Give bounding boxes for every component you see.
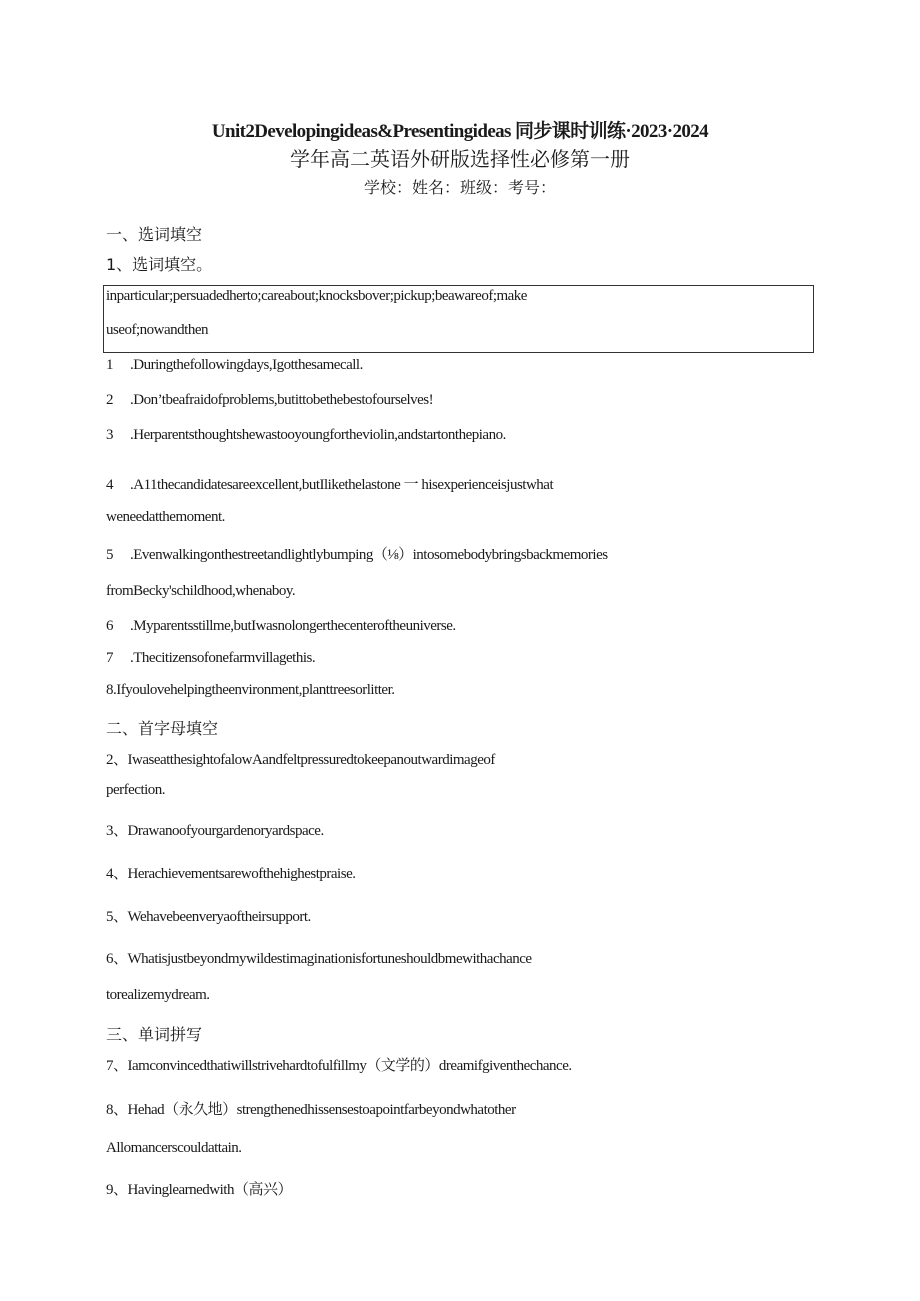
item-number: 3 xyxy=(106,427,113,443)
question-item: 6、Whatisjustbeyondmywildestimaginationisfortuneshouldbmewithachance xyxy=(106,951,532,967)
question-item xyxy=(106,650,315,667)
document-title-line1: Unit2Developingideas&Presentingideas 同步课时训练·2023·2024 xyxy=(211,121,709,142)
item-number: 1 xyxy=(106,357,113,373)
item-text: .A11thecandidatesareexcellent,butIlikethelastone 一 hisexperienceisjustwhat xyxy=(130,477,554,493)
word-bank-line: inparticular;persuadedherto;careabout;knocksbover;pickup;beawareof;make xyxy=(106,288,527,304)
item-number: 4 xyxy=(106,477,113,493)
question-item xyxy=(106,357,363,374)
question-item: 3、Drawanoofyourgardenoryardspace. xyxy=(106,823,324,839)
item-text: .Evenwalkingonthestreetandlightlybumping（⅛）intosomebodybringsbackmemories xyxy=(130,547,608,563)
section-heading-3: 三、单词拼写 xyxy=(106,1025,203,1044)
section-heading-1: 一、选词填空 xyxy=(106,225,203,244)
question-instruction: 1、选词填空。 xyxy=(106,255,213,274)
word-bank-line: useof;nowandthen xyxy=(106,322,208,338)
document-title-line2: 学年高二英语外研版选择性必修第一册 xyxy=(290,149,630,171)
item-number: 6 xyxy=(106,618,113,634)
student-info-line: 学校：姓名：班级：考号： xyxy=(363,180,556,197)
question-item: 4、Herachievementsarewofthehighestpraise. xyxy=(106,866,356,882)
question-item: 7、Iamconvincedthatiwillstrivehardtofulfillmy（文学的）dreamifgiventhechance. xyxy=(106,1058,572,1074)
question-item xyxy=(106,473,553,494)
item-continuation: Allomancerscouldattain. xyxy=(106,1140,242,1156)
item-continuation: perfection. xyxy=(106,782,166,798)
item-number: 7 xyxy=(106,650,113,666)
word-bank-box xyxy=(103,285,814,353)
question-item xyxy=(106,427,506,444)
question-item xyxy=(106,392,433,409)
item-number: 5 xyxy=(106,547,113,563)
question-item: 9、Havinglearnedwith（高兴） xyxy=(106,1182,292,1198)
item-continuation: torealizemydream. xyxy=(106,987,210,1003)
item-continuation: weneedatthemoment. xyxy=(106,509,225,525)
question-item: 8.Ifyoulovehelpingtheenvironment,planttreesorlitter. xyxy=(106,682,395,698)
question-item xyxy=(106,543,608,564)
item-continuation: fromBecky'schildhood,whenaboy. xyxy=(106,583,296,599)
item-text: .Duringthefollowingdays,Igotthesamecall. xyxy=(130,357,363,373)
item-text: .Thecitizensofonefarmvillagethis. xyxy=(130,650,316,666)
item-text: .Myparentsstillme,butIwasnolongerthecenteroftheuniverse. xyxy=(130,618,456,634)
question-item: 8、Hehad（永久地）strengthenedhissensestoapointfarbeyondwhatother xyxy=(106,1102,516,1118)
question-item: 2、IwaseatthesightofalowAandfeltpressuredtokeepanoutwardimageof xyxy=(106,752,495,768)
item-text: .Don’tbeafraidofproblems,butittobethebestofourselves! xyxy=(130,392,434,408)
item-number: 2 xyxy=(106,392,113,408)
question-item: 5、Wehavebeenveryaoftheirsupport. xyxy=(106,909,311,925)
section-heading-2: 二、首字母填空 xyxy=(106,719,219,738)
item-text: .Herparentsthoughtshewastooyoungfortheviolin,andstartonthepiano. xyxy=(130,427,506,443)
question-item xyxy=(106,618,456,635)
